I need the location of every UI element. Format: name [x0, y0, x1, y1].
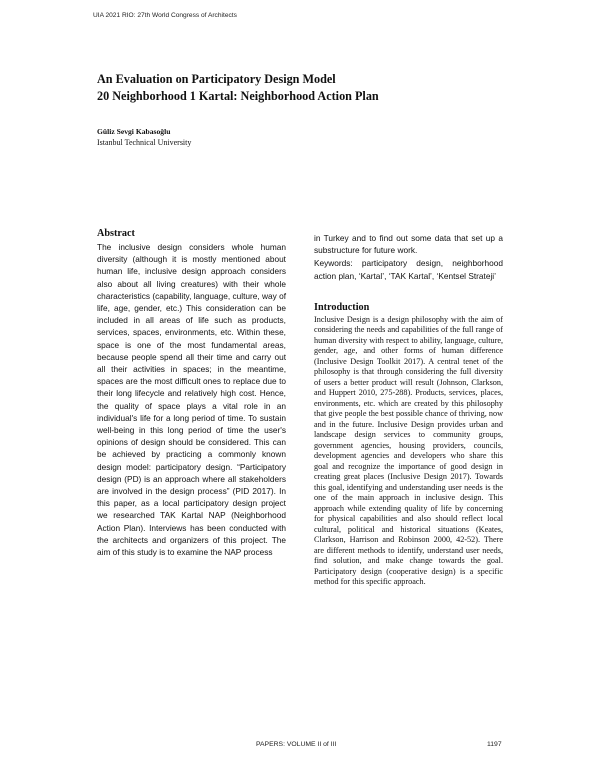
- abstract-body: The inclusive design considers whole human diversity (although it is mostly mentioned about human life, inclusive design approach considers also about all living creatures) with their whole characteristics (capability, language, culture, way of life, age, gender, etc.) This consideration can be included in all areas of life such as products, services, spaces, environments, etc. Within these, space is one of the most fundamental areas, because people spend all their time and carry out all their activities in spaces; in the meantime, spaces are the most difficult ones to replace due to their long lifecycle and relatively high cost. Hence, the quality of space plays a vital role in an individual's life for a long period of time. To sustain well-being in this long period of time the user's opinions of design should be considered. This can be achieved by practicing a commonly known design model: participatory design. “Participatory design (PD) is an approach where all stakeholders are involved in the design process” (PID 2017). In this paper, as a local participatory design project we researched TAK Kartal NAP (Neighborhood Action Plan). Interviews has been conducted with the architects and organizers of this project. The aim of this study is to examine the NAP process: [97, 242, 286, 558]
- page-number: 1197: [487, 741, 502, 748]
- abstract-heading: Abstract: [97, 228, 135, 239]
- running-header: UIA 2021 RIO: 27th World Congress of Architects: [93, 12, 237, 19]
- paper-title: [97, 71, 517, 104]
- introduction-heading: Introduction: [314, 301, 370, 313]
- footer-section: PAPERS: VOLUME II of III: [256, 741, 337, 748]
- author-name: Güliz Sevgi Kabasoğlu: [97, 127, 171, 136]
- title-line-2: 20 Neighborhood 1 Kartal: Neighborhood Action Plan: [97, 88, 379, 103]
- author-affiliation: Istanbul Technical University: [97, 138, 192, 147]
- right-column: [314, 232, 503, 588]
- introduction-body: Inclusive Design is a design philosophy with the aim of considering the needs and capabilities of the full range of human diversity with respect to ability, language, culture, gender, age, and other forms of human difference (Inclusive Design Toolkit 2017). A central tenet of the philosophy is that through considering the full diversity of users a better product will result (Johnson, Clarkson, and Huppert 2010, 275-288). Products, services, places, environments, etc. which are created by this philosophy that give people the best possible chance of thriving, now and in the future. Inclusive Design provides urban and landscape design services to community groups, government agencies, housing providers, councils, development agencies and developers who share this goal and recognize the importance of good design in creating great places (Inclusive Design 2017). Towards this goal, identifying and understanding user needs is the one of the main approach in inclusive design. This approach while extending quality of life by concerning for physical capabilities and also should reflect local cultural, political and historical situations (Keates, Clarkson, Harrison and Robinson 2000, 42-52). There are different methods to identify, understand user needs, find solution, and make change towards the goal. Participatory design (cooperative design) is a specific method for this specific approach.: [314, 314, 503, 587]
- abstract-continuation: in Turkey and to find out some data that set up a substructure for future work.: [314, 233, 503, 256]
- left-column: [97, 228, 286, 558]
- title-line-1: An Evaluation on Participatory Design Model: [97, 72, 336, 86]
- keywords: Keywords: participatory design, neighborhood action plan, ‘Kartal’, ‘TAK Kartal’, ‘Kentsel Strateji’: [314, 258, 503, 281]
